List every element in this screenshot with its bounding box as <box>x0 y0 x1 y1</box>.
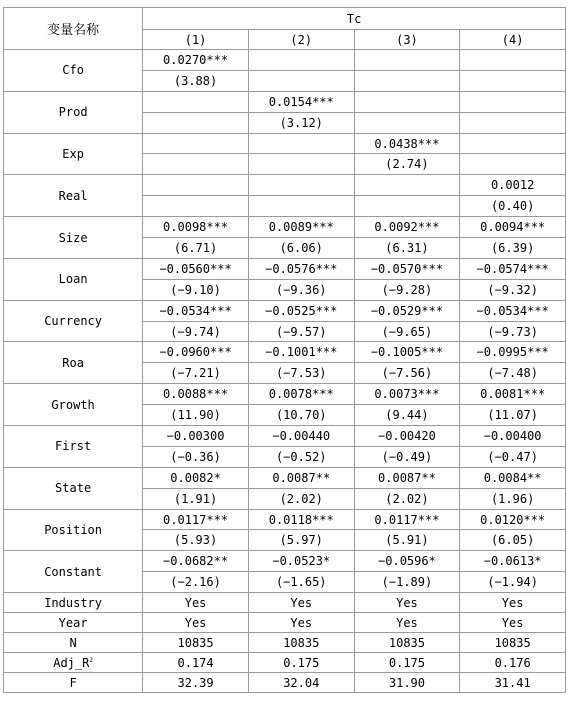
t-statistic-cell: (−1.89) <box>354 572 460 593</box>
statistic-cell: Yes <box>460 593 566 613</box>
coefficient-cell: −0.1005*** <box>354 342 460 363</box>
statistic-cell: 31.41 <box>460 673 566 693</box>
coefficient-row <box>4 467 566 488</box>
coefficient-cell: 0.0012 <box>460 175 566 196</box>
t-statistic-cell: (2.02) <box>354 488 460 509</box>
header-row-dependent <box>4 8 566 30</box>
coefficient-cell: 0.0087** <box>248 467 354 488</box>
variable-label: Roa <box>4 342 143 384</box>
coefficient-cell: −0.0534*** <box>460 300 566 321</box>
coefficient-cell: −0.00300 <box>143 426 249 447</box>
t-statistic-cell: (6.31) <box>354 238 460 259</box>
coefficient-cell <box>143 175 249 196</box>
coefficient-cell: 0.0087** <box>354 467 460 488</box>
coefficient-cell: 0.0117*** <box>354 509 460 530</box>
variable-label: Loan <box>4 258 143 300</box>
statistic-cell: 10835 <box>248 633 354 653</box>
coefficient-cell <box>143 91 249 112</box>
statistic-cell: 31.90 <box>354 673 460 693</box>
t-statistic-cell: (5.97) <box>248 530 354 551</box>
column-header: (1) <box>143 30 249 50</box>
coefficient-cell: 0.0088*** <box>143 384 249 405</box>
t-statistic-cell: (5.91) <box>354 530 460 551</box>
t-statistic-cell: (−9.57) <box>248 321 354 342</box>
coefficient-cell: 0.0438*** <box>354 133 460 154</box>
t-statistic-cell <box>248 70 354 91</box>
statistic-cell: Yes <box>248 613 354 633</box>
coefficient-cell: 0.0270*** <box>143 50 249 71</box>
statistic-cell: Yes <box>248 593 354 613</box>
coefficient-cell <box>354 50 460 71</box>
t-statistic-cell: (−9.32) <box>460 279 566 300</box>
coefficient-row <box>4 258 566 279</box>
t-statistic-cell <box>354 70 460 91</box>
coefficient-cell: 0.0084** <box>460 467 566 488</box>
t-statistic-cell: (−9.73) <box>460 321 566 342</box>
t-statistic-cell <box>143 154 249 175</box>
variable-label: Real <box>4 175 143 217</box>
t-statistic-cell <box>248 196 354 217</box>
coefficient-cell <box>248 175 354 196</box>
coefficient-cell: −0.0529*** <box>354 300 460 321</box>
coefficient-row <box>4 133 566 154</box>
statistic-cell: 0.175 <box>354 653 460 673</box>
t-statistic-cell: (−1.65) <box>248 572 354 593</box>
coefficient-cell: −0.0576*** <box>248 258 354 279</box>
variable-label: Currency <box>4 300 143 342</box>
t-statistic-cell: (11.90) <box>143 405 249 426</box>
coefficient-cell: −0.00420 <box>354 426 460 447</box>
coefficient-cell: −0.0560*** <box>143 258 249 279</box>
coefficient-cell: −0.0596* <box>354 551 460 572</box>
t-statistic-cell: (−7.21) <box>143 363 249 384</box>
t-statistic-cell: (−0.36) <box>143 446 249 467</box>
t-statistic-cell: (−0.52) <box>248 446 354 467</box>
variable-label: Constant <box>4 551 143 593</box>
coefficient-cell: −0.0995*** <box>460 342 566 363</box>
statistic-cell: 0.175 <box>248 653 354 673</box>
coefficient-row <box>4 217 566 238</box>
statistic-cell: 10835 <box>460 633 566 653</box>
statistic-cell: 0.176 <box>460 653 566 673</box>
t-statistic-cell: (6.05) <box>460 530 566 551</box>
t-statistic-cell <box>248 154 354 175</box>
coefficient-cell <box>248 133 354 154</box>
t-statistic-cell: (−0.47) <box>460 446 566 467</box>
t-statistic-cell: (6.06) <box>248 238 354 259</box>
statistic-cell: Yes <box>143 593 249 613</box>
coefficient-cell: 0.0092*** <box>354 217 460 238</box>
column-header: (4) <box>460 30 566 50</box>
coefficient-cell: 0.0098*** <box>143 217 249 238</box>
statistic-cell: Yes <box>354 613 460 633</box>
coefficient-cell <box>460 91 566 112</box>
coefficient-cell: −0.00400 <box>460 426 566 447</box>
t-statistic-cell <box>460 112 566 133</box>
t-statistic-cell: (3.88) <box>143 70 249 91</box>
t-statistic-cell: (−7.53) <box>248 363 354 384</box>
statistic-row <box>4 593 566 613</box>
coefficient-cell: −0.1001*** <box>248 342 354 363</box>
coefficient-cell <box>460 50 566 71</box>
coefficient-cell: 0.0154*** <box>248 91 354 112</box>
statistic-row <box>4 633 566 653</box>
coefficient-cell: 0.0120*** <box>460 509 566 530</box>
t-statistic-cell <box>460 70 566 91</box>
coefficient-cell: 0.0089*** <box>248 217 354 238</box>
variable-label: Size <box>4 217 143 259</box>
coefficient-cell: −0.0534*** <box>143 300 249 321</box>
coefficient-cell: −0.0523* <box>248 551 354 572</box>
statistic-cell: Yes <box>354 593 460 613</box>
coefficient-row <box>4 426 566 447</box>
coefficient-cell: −0.0570*** <box>354 258 460 279</box>
statistic-cell: 0.174 <box>143 653 249 673</box>
coefficient-cell <box>354 175 460 196</box>
coefficient-cell: 0.0094*** <box>460 217 566 238</box>
variable-label: First <box>4 426 143 468</box>
t-statistic-cell: (1.96) <box>460 488 566 509</box>
variable-name-header: 变量名称 <box>4 8 143 50</box>
statistic-row <box>4 673 566 693</box>
variable-label: State <box>4 467 143 509</box>
coefficient-cell <box>354 91 460 112</box>
coefficient-cell <box>460 133 566 154</box>
t-statistic-cell: (−1.94) <box>460 572 566 593</box>
t-statistic-cell: (2.74) <box>354 154 460 175</box>
variable-label: Position <box>4 509 143 551</box>
t-statistic-cell <box>143 112 249 133</box>
t-statistic-cell: (−0.49) <box>354 446 460 467</box>
statistic-cell: 10835 <box>354 633 460 653</box>
t-statistic-cell <box>354 112 460 133</box>
coefficient-row <box>4 175 566 196</box>
coefficient-cell: 0.0118*** <box>248 509 354 530</box>
statistic-label: N <box>4 633 143 653</box>
statistic-cell: Yes <box>460 613 566 633</box>
t-statistic-cell: (3.12) <box>248 112 354 133</box>
statistic-label: Year <box>4 613 143 633</box>
t-statistic-cell <box>354 196 460 217</box>
coefficient-cell: 0.0078*** <box>248 384 354 405</box>
coefficient-row <box>4 509 566 530</box>
coefficient-cell <box>143 133 249 154</box>
coefficient-cell: −0.0574*** <box>460 258 566 279</box>
dependent-variable-header: Tc <box>143 8 566 30</box>
t-statistic-cell: (10.70) <box>248 405 354 426</box>
t-statistic-cell: (11.07) <box>460 405 566 426</box>
coefficient-row <box>4 50 566 71</box>
coefficient-cell <box>248 50 354 71</box>
t-statistic-cell: (−9.65) <box>354 321 460 342</box>
coefficient-cell: −0.0525*** <box>248 300 354 321</box>
statistic-row <box>4 613 566 633</box>
statistic-cell: 32.39 <box>143 673 249 693</box>
statistic-row <box>4 653 566 673</box>
variable-label: Prod <box>4 91 143 133</box>
statistic-label: Industry <box>4 593 143 613</box>
coefficient-cell: 0.0081*** <box>460 384 566 405</box>
t-statistic-cell: (−9.28) <box>354 279 460 300</box>
t-statistic-cell: (0.40) <box>460 196 566 217</box>
coefficient-row <box>4 300 566 321</box>
t-statistic-cell <box>143 196 249 217</box>
t-statistic-cell: (5.93) <box>143 530 249 551</box>
statistic-cell: 32.04 <box>248 673 354 693</box>
coefficient-cell: 0.0073*** <box>354 384 460 405</box>
coefficient-row <box>4 551 566 572</box>
column-header: (2) <box>248 30 354 50</box>
coefficient-cell: −0.00440 <box>248 426 354 447</box>
coefficient-row <box>4 91 566 112</box>
coefficient-cell: 0.0082* <box>143 467 249 488</box>
statistic-label-superscript: 2 <box>89 656 93 664</box>
statistic-cell: Yes <box>143 613 249 633</box>
statistic-cell: 10835 <box>143 633 249 653</box>
regression-table <box>3 7 566 693</box>
t-statistic-cell: (−7.48) <box>460 363 566 384</box>
statistic-label: F <box>4 673 143 693</box>
variable-label: Growth <box>4 384 143 426</box>
t-statistic-cell: (−7.56) <box>354 363 460 384</box>
coefficient-row <box>4 384 566 405</box>
coefficient-cell: −0.0682** <box>143 551 249 572</box>
t-statistic-cell: (−2.16) <box>143 572 249 593</box>
t-statistic-cell: (2.02) <box>248 488 354 509</box>
t-statistic-cell: (1.91) <box>143 488 249 509</box>
variable-label: Cfo <box>4 50 143 92</box>
t-statistic-cell: (−9.10) <box>143 279 249 300</box>
variable-label: Exp <box>4 133 143 175</box>
column-header: (3) <box>354 30 460 50</box>
t-statistic-cell: (6.71) <box>143 238 249 259</box>
coefficient-cell: −0.0613* <box>460 551 566 572</box>
t-statistic-cell: (9.44) <box>354 405 460 426</box>
statistic-label <box>4 653 143 673</box>
coefficient-cell: −0.0960*** <box>143 342 249 363</box>
t-statistic-cell <box>460 154 566 175</box>
regression-table-container <box>3 7 566 693</box>
coefficient-row <box>4 342 566 363</box>
t-statistic-cell: (−9.74) <box>143 321 249 342</box>
coefficient-cell: 0.0117*** <box>143 509 249 530</box>
statistic-label-main: Adj_R <box>53 655 90 670</box>
t-statistic-cell: (−9.36) <box>248 279 354 300</box>
t-statistic-cell: (6.39) <box>460 238 566 259</box>
